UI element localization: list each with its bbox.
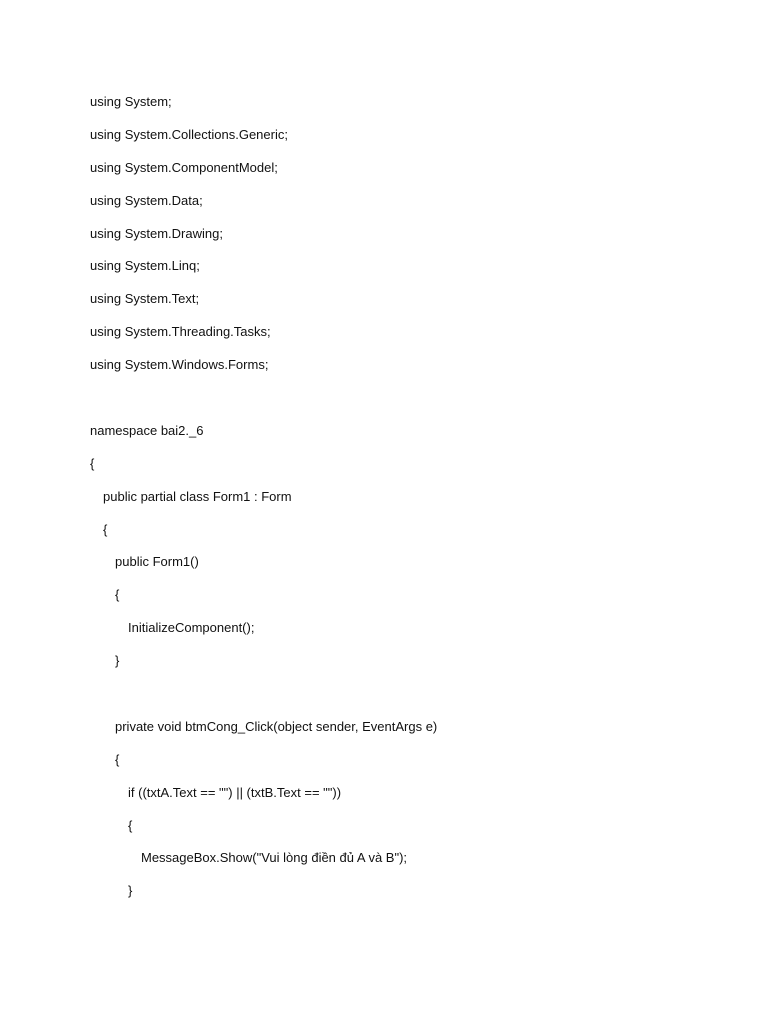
code-line: MessageBox.Show("Vui lòng điền đủ A và B"); [141, 850, 408, 866]
code-listing [90, 92, 730, 914]
code-line: { [128, 817, 133, 833]
code-line: using System.Collections.Generic; [90, 126, 288, 142]
code-line: { [90, 455, 95, 471]
blank-line [90, 684, 730, 717]
blank-line [90, 388, 730, 421]
code-line: using System.Data; [90, 192, 203, 208]
code-line: namespace bai2._6 [90, 422, 204, 438]
code-line: } [115, 653, 120, 669]
code-line: { [115, 587, 120, 603]
code-line: using System.Drawing; [90, 225, 223, 241]
code-line: } [128, 883, 133, 899]
code-line: { [115, 751, 120, 767]
code-line: public partial class Form1 : Form [103, 488, 292, 504]
code-line: using System; [90, 94, 172, 109]
code-line: private void btmCong_Click(object sender, EventArgs e) [115, 718, 438, 734]
code-line: using System.Threading.Tasks; [90, 324, 271, 340]
code-line: InitializeComponent(); [128, 620, 255, 636]
code-line: using System.Windows.Forms; [90, 357, 269, 373]
code-line: public Form1() [115, 554, 199, 570]
code-line: { [103, 521, 108, 537]
code-line: using System.ComponentModel; [90, 159, 278, 175]
code-line: using System.Text; [90, 291, 200, 307]
code-line: if ((txtA.Text == "") || (txtB.Text == "")) [128, 784, 342, 800]
code-line: using System.Linq; [90, 258, 200, 274]
